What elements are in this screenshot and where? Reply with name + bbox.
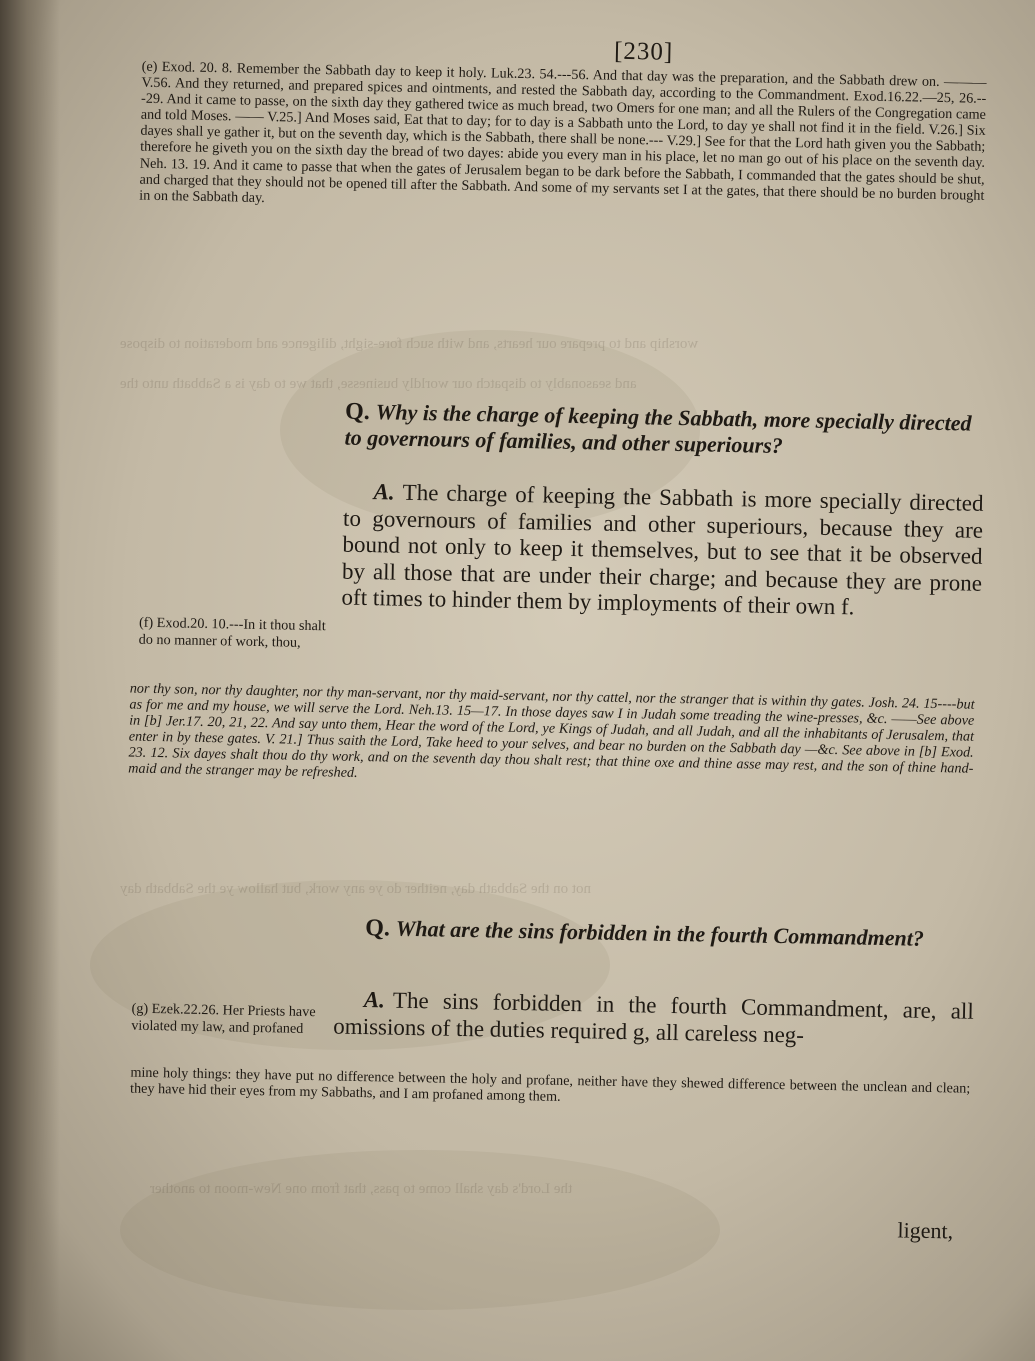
footnote-f-continued — [128, 681, 975, 794]
question-2-text: What are the sins forbidden in the fourth Commandment? — [395, 915, 925, 951]
catchword: ligent, — [897, 1217, 954, 1244]
footnote-g-text: mine holy things: they have put no difference between the holy and profane, neither have they shewed difference between the unclean and clean; they have hid their eyes from my Sabbaths, and I am profaned among them. — [129, 1064, 971, 1105]
answer-2-text: The sins forbidden in the fourth Commandment, are, all omissions of the duties required g, all careless neg- — [333, 987, 974, 1048]
question-1 — [344, 399, 985, 462]
show-through-text: and seasonably to dispatch our worldly businesse, that we to day is a Sabbath unto the — [120, 376, 637, 392]
answer-1-text: The charge of keeping the Sabbath is more specially directed to governours of families and other superiours, because they are bound not only to keep it themselves, but to see that it be observed by all those that are under their charge; and because they are prone oft times to hinder them by imployments of their own f. — [341, 479, 984, 620]
footnote-e — [139, 59, 987, 220]
question-label: Q. — [364, 915, 391, 942]
answer-label: A. — [363, 987, 386, 1013]
footnote-f-text: nor thy son, nor thy daughter, nor thy man-servant, nor thy maid-servant, nor thy cattel, nor the stranger that is within thy gates. Josh. 24. 15----but as for me and my house, we will serve the Lord. Neh.13. 15—17. In those dayes saw I in Judah some treading the wine-presses, &c. ——See above in [b] Jer.17. 20, 21, 22. And say unto them, Hear the word of the Lord, ye Kings of Judah, and all Judah, and all the inhabitants of Jerusalem, that enter in by these gates. V. 21.] Thus saith the Lord, Take heed to your selves, and bear no burden on the Sabbath day —&c. See above in [b] Exod. 23. 12. Six dayes shalt thou do thy work, and on the seventh day thou shalt rest; that thine oxe and thine asse may rest, and the son of thine hand-maid and the stranger may be refreshed. — [128, 680, 975, 782]
page-number: [230] — [613, 37, 674, 66]
question-2 — [365, 915, 975, 953]
answer-1 — [341, 479, 983, 624]
show-through-text: the Lord's day shall come to pass, that from one New-moon to another — [150, 1181, 573, 1197]
footnote-g-continued — [130, 1065, 970, 1113]
question-1-text: Why is the charge of keeping the Sabbath, more specially directed to governours of families, and other superiours? — [344, 399, 972, 458]
margin-note-f-text: (f) Exod.20. 10.---In it thou shalt do no manner of work, thou, — [138, 614, 326, 651]
answer-label: A. — [373, 479, 395, 505]
answer-2 — [333, 986, 974, 1051]
margin-note-f — [139, 615, 330, 652]
show-through-text: not on the Sabbath day, neither do ye any work, but hallow ye the Sabbath day — [120, 881, 591, 897]
margin-note-g-text: (g) Ezek.22.26. Her Priests have violated my law, and profaned — [131, 1000, 316, 1037]
margin-note-g — [131, 1001, 327, 1038]
question-label: Q. — [344, 398, 371, 426]
footnote-e-text: (e) Exod. 20. 8. Remember the Sabbath day to keep it holy. Luk.23. 54.---56. And that day was the preparation, and the Sabbath drew on. ——— V.56. And they returned, and prepared spices and ointments, and rested the Sabbath day, according to the Commandment. Exod.16.22.—25, 26.---29. And it came to passe, on the sixth day they gathered twice as much bread, two Omers for one man; and all the Rulers of the Congregation came and told Moses. —— V.25.] And Moses said, Eat that to day; for to day is a Sabbath unto the Lord, to day ye shall not find it in the field. V.26.] Six dayes shall ye gather it, but on the seventh day, which is the Sabbath, there shall be none.--- V.29.] See for that the Lord hath given you the Sabbath; therefore he giveth you on the sixth day the bread of two dayes: abide you every man in his place, let no man go out of his place on the seventh day. Neh. 13. 19. And it came to passe that when the gates of Jerusalem began to be dark before the Sabbath, I commanded that the gates should be shut, and charged that they should not be opened till after the Sabbath. And some of my servants set I at the gates, that there should be no burden brought in on the Sabbath day. — [139, 58, 987, 206]
show-through-text: worship and to prepare our hearts, and with such fore-sight, diligence and moderation to dispose — [120, 336, 699, 352]
